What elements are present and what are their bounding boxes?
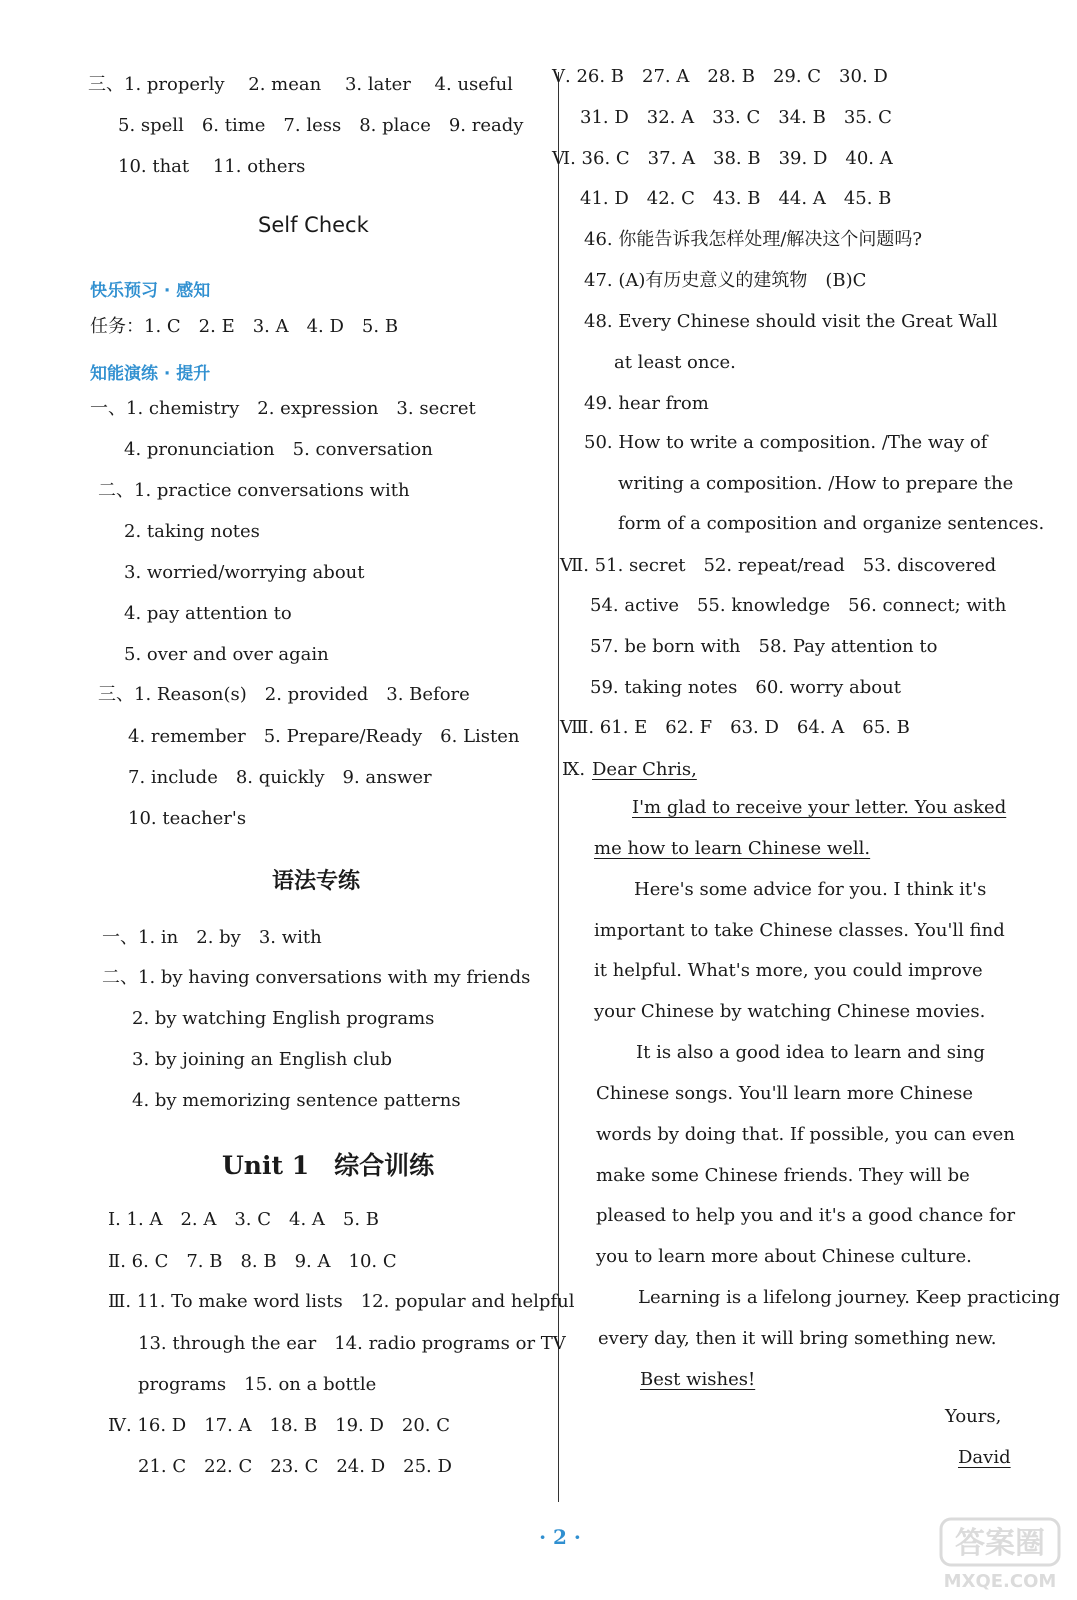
section-6-line-2: 41. D 42. C 43. B 44. A 45. B xyxy=(580,188,892,209)
answer-50-line-1: 50. How to write a composition. /The way of xyxy=(584,432,988,453)
practice-2-line-5: 5. over and over again xyxy=(124,644,329,665)
letter-p3-line-2: Chinese songs. You'll learn more Chinese xyxy=(596,1083,973,1104)
letter-yours: Yours, xyxy=(945,1406,1002,1427)
practice-2-line-1: 二、1. practice conversations with xyxy=(98,480,410,501)
section-3-line-3: 10. that 11. others xyxy=(118,156,306,177)
section-3-line-1: 三、1. properly 2. mean 3. later 4. useful xyxy=(88,74,513,95)
letter-p2-line-4: your Chinese by watching Chinese movies. xyxy=(594,1001,986,1022)
grammar-2-line-4: 4. by memorizing sentence patterns xyxy=(132,1090,461,1111)
unit-section-4-line-2: 21. C 22. C 23. C 24. D 25. D xyxy=(138,1456,452,1477)
unit-section-2: Ⅱ. 6. C 7. B 8. B 9. A 10. C xyxy=(108,1251,397,1272)
column-divider xyxy=(558,72,559,1502)
practice-2-line-3: 3. worried/worrying about xyxy=(124,562,365,583)
practice-3-line-4: 10. teacher's xyxy=(128,808,247,829)
practice-1-line-1: 一、1. chemistry 2. expression 3. secret xyxy=(90,398,476,419)
practice-3-line-2: 4. remember 5. Prepare/Ready 6. Listen xyxy=(128,726,520,747)
section-7-line-4: 59. taking notes 60. worry about xyxy=(590,677,901,698)
answer-46: 46. 你能告诉我怎样处理/解决这个问题吗? xyxy=(584,229,923,250)
letter-p2-line-3: it helpful. What's more, you could improve xyxy=(594,960,983,981)
section-3-line-2: 5. spell 6. time 7. less 8. place 9. ready xyxy=(118,115,524,136)
letter-p3-line-5: pleased to help you and it's a good chance for xyxy=(596,1205,1016,1226)
grammar-1: 一、1. in 2. by 3. with xyxy=(102,927,322,948)
grammar-2-line-2: 2. by watching English programs xyxy=(132,1008,435,1029)
section-7-line-3: 57. be born with 58. Pay attention to xyxy=(590,636,938,657)
grammar-title: 语法专练 xyxy=(272,868,361,894)
letter-opening-line-2: me how to learn Chinese well. xyxy=(594,838,871,859)
letter-greeting: Dear Chris, xyxy=(592,759,697,780)
letter-closing: Best wishes! xyxy=(640,1369,756,1390)
answer-49: 49. hear from xyxy=(584,393,709,414)
unit-section-3-line-1: Ⅲ. 11. To make word lists 12. popular and helpful xyxy=(108,1291,575,1312)
task-answers: 任务：1. C 2. E 3. A 4. D 5. B xyxy=(90,316,399,337)
preview-heading: 快乐预习 · 感知 xyxy=(90,281,211,301)
self-check-title: Self Check xyxy=(258,213,369,237)
unit-section-3-line-3: programs 15. on a bottle xyxy=(138,1374,377,1395)
letter-p3-line-1: It is also a good idea to learn and sing xyxy=(636,1042,985,1063)
letter-p4-line-1: Learning is a lifelong journey. Keep practicing xyxy=(638,1287,1061,1308)
section-9-label: Ⅸ. xyxy=(562,759,586,780)
answer-50-line-3: form of a composition and organize sentences. xyxy=(618,513,1045,534)
section-7-line-1: Ⅶ. 51. secret 52. repeat/read 53. discovered xyxy=(560,555,997,576)
answer-47: 47. (A)有历史意义的建筑物 (B)C xyxy=(584,270,867,291)
practice-3-line-3: 7. include 8. quickly 9. answer xyxy=(128,767,432,788)
practice-1-line-2: 4. pronunciation 5. conversation xyxy=(124,439,433,460)
practice-2-line-2: 2. taking notes xyxy=(124,521,260,542)
svg-text:MXQE.COM: MXQE.COM xyxy=(943,1571,1057,1592)
grammar-2-line-3: 3. by joining an English club xyxy=(132,1049,392,1070)
answer-48-line-2: at least once. xyxy=(614,352,736,373)
watermark-logo-icon xyxy=(935,1515,1070,1595)
letter-p3-line-4: make some Chinese friends. They will be xyxy=(596,1165,970,1186)
letter-p2-line-1: Here's some advice for you. I think it's xyxy=(634,879,987,900)
svg-text:答案圈: 答案圈 xyxy=(955,1526,1045,1561)
unit-section-3-line-2: 13. through the ear 14. radio programs or TV xyxy=(138,1333,566,1354)
practice-3-line-1: 三、1. Reason(s) 2. provided 3. Before xyxy=(98,684,470,705)
section-5-line-1: Ⅴ. 26. B 27. A 28. B 29. C 30. D xyxy=(552,66,888,87)
page-number: · 2 · xyxy=(539,1525,581,1549)
unit-section-1: Ⅰ. 1. A 2. A 3. C 4. A 5. B xyxy=(108,1209,380,1230)
section-6-line-1: Ⅵ. 36. C 37. A 38. B 39. D 40. A xyxy=(552,148,893,169)
practice-2-line-4: 4. pay attention to xyxy=(124,603,292,624)
section-7-line-2: 54. active 55. knowledge 56. connect; with xyxy=(590,595,1007,616)
letter-p3-line-3: words by doing that. If possible, you can even xyxy=(596,1124,1015,1145)
practice-heading: 知能演练 · 提升 xyxy=(90,364,211,384)
letter-signature-name: David xyxy=(958,1447,1011,1468)
unit-section-4-line-1: Ⅳ. 16. D 17. A 18. B 19. D 20. C xyxy=(108,1415,451,1436)
letter-p2-line-2: important to take Chinese classes. You'll find xyxy=(594,920,1005,941)
answer-48-line-1: 48. Every Chinese should visit the Great Wall xyxy=(584,311,998,332)
unit-title: Unit 1 综合训练 xyxy=(222,1151,435,1180)
section-8: Ⅷ. 61. E 62. F 63. D 64. A 65. B xyxy=(560,717,910,738)
letter-opening-line-1: I'm glad to receive your letter. You asked xyxy=(632,797,1007,818)
answer-50-line-2: writing a composition. /How to prepare the xyxy=(618,473,1014,494)
grammar-2-line-1: 二、1. by having conversations with my friends xyxy=(102,967,531,988)
letter-p4-line-2: every day, then it will bring something new. xyxy=(598,1328,997,1349)
section-5-line-2: 31. D 32. A 33. C 34. B 35. C xyxy=(580,107,892,128)
letter-p3-line-6: you to learn more about Chinese culture. xyxy=(596,1246,972,1267)
